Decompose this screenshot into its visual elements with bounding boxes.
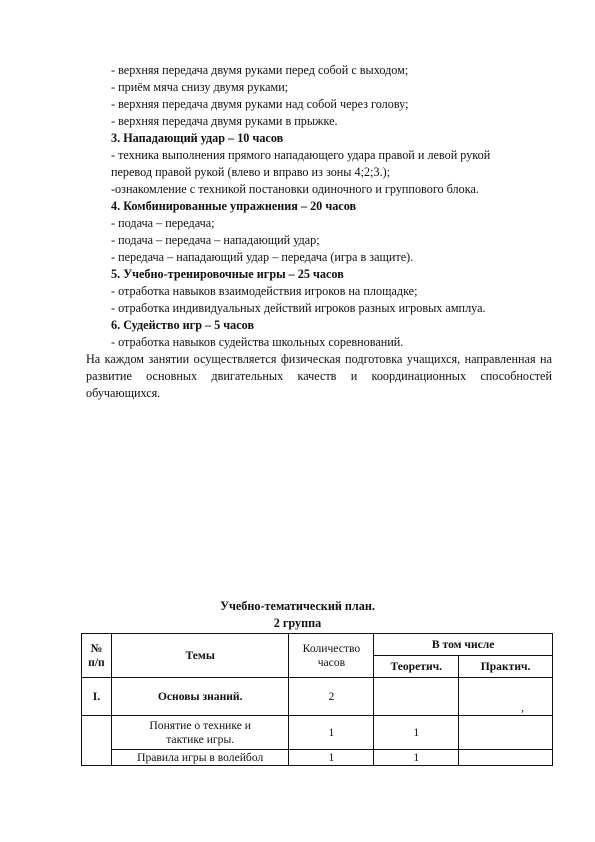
- text-line: - отработка навыков судейства школьных соревнований.: [111, 335, 404, 349]
- row-hours: 2: [289, 678, 374, 716]
- table-row: [82, 716, 553, 750]
- row-hours: 1: [289, 716, 374, 750]
- text-line: - подача – передача – нападающий удар;: [111, 233, 320, 247]
- row-num: I.: [82, 678, 112, 716]
- table-row: [82, 678, 553, 716]
- text-line: - отработка навыков взаимодействия игроков на площадке;: [111, 284, 418, 298]
- row-practice: ,: [459, 678, 553, 716]
- text-line: -ознакомление с техникой постановки одиночного и группового блока.: [111, 182, 479, 196]
- row-practice: [459, 716, 553, 750]
- plan-title: Учебно-тематический план.: [220, 599, 375, 613]
- text-line: - отработка индивидуальных действий игроков разных игровых амплуа.: [111, 301, 486, 315]
- section-heading: 5. Учебно-тренировочные игры – 25 часов: [111, 267, 344, 281]
- text-line: - верхняя передача двумя руками перед собой с выходом;: [111, 63, 409, 77]
- section-heading: 3. Нападающий удар – 10 часов: [111, 131, 284, 145]
- header-hours: Количество часов: [289, 634, 374, 678]
- table-header-row: [82, 634, 553, 656]
- text-line: перевод правой рукой (влево и вправо из зоны 4;2;3.);: [111, 165, 391, 179]
- row-theory: 1: [374, 716, 459, 750]
- table-row: [82, 750, 553, 766]
- header-including: В том числе: [374, 634, 553, 656]
- row-theory: 1: [374, 750, 459, 766]
- text-line: - верхняя передача двумя руками над собой через голову;: [111, 97, 409, 111]
- row-topic: Правила игры в волейбол: [111, 750, 289, 766]
- text-line: - техника выполнения прямого нападающего удара правой и левой рукой: [111, 148, 491, 162]
- row-topic: Основы знаний.: [111, 678, 289, 716]
- header-theory: Теоретич.: [374, 656, 459, 678]
- header-practice: Практич.: [459, 656, 553, 678]
- header-topics: Темы: [111, 634, 289, 678]
- text-line: - передача – нападающий удар – передача (игра в защите).: [111, 250, 414, 264]
- text-line: - приём мяча снизу двумя руками;: [111, 80, 289, 94]
- section-heading: 4. Комбинированные упражнения – 20 часов: [111, 199, 357, 213]
- row-practice: [459, 750, 553, 766]
- body-paragraph: На каждом занятии осуществляется физическая подготовка учащихся, направленная на развитие основных двигательных качеств и координационных способностей обучающихся.: [86, 352, 552, 400]
- row-num: [82, 716, 112, 766]
- row-hours: 1: [289, 750, 374, 766]
- plan-subtitle: 2 группа: [273, 616, 322, 630]
- row-theory: [374, 678, 459, 716]
- curriculum-table: [81, 633, 553, 766]
- text-line: - подача – передача;: [111, 216, 215, 230]
- row-topic: Понятие о технике и тактике игры.: [111, 716, 289, 750]
- section-heading: 6. Судейство игр – 5 часов: [111, 318, 255, 332]
- text-line: - верхняя передача двумя руками в прыжке.: [111, 114, 338, 128]
- header-num: № п/п: [82, 634, 112, 678]
